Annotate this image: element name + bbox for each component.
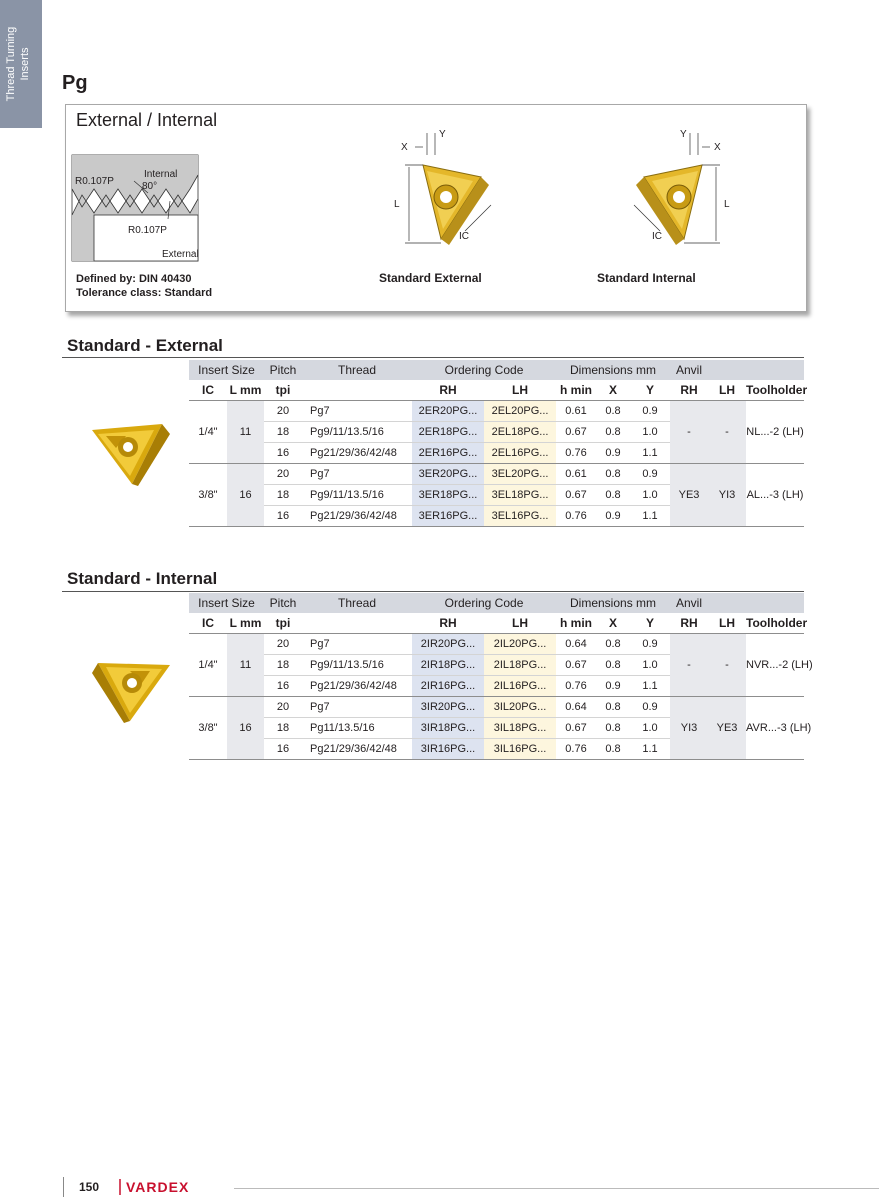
toolholder-cell: NVR...-2 (LH) bbox=[746, 634, 804, 697]
info-box-title: External / Internal bbox=[76, 110, 218, 130]
rh-code-cell: 2ER18PG... bbox=[412, 422, 484, 443]
col-anvil-rh: RH bbox=[670, 380, 708, 401]
group-thread: Thread bbox=[302, 360, 412, 380]
external-spec-table bbox=[189, 360, 808, 527]
anvil-lh-cell: - bbox=[708, 634, 746, 697]
col-l-mm: L mm bbox=[227, 380, 264, 401]
h-min-cell: 0.64 bbox=[556, 697, 596, 718]
standard-definition: Defined by: DIN 40430 bbox=[76, 273, 192, 285]
y-cell: 1.1 bbox=[630, 676, 670, 697]
l-label: L bbox=[394, 199, 400, 210]
section-side-tab bbox=[0, 0, 42, 128]
col-y: Y bbox=[630, 380, 670, 401]
y-cell: 1.0 bbox=[630, 485, 670, 506]
y-cell: 0.9 bbox=[630, 697, 670, 718]
group-insert-size: Insert Size bbox=[189, 360, 264, 380]
group-insert-size: Insert Size bbox=[189, 593, 264, 613]
table-row bbox=[189, 697, 804, 718]
group-ordering-code: Ordering Code bbox=[412, 593, 556, 613]
lh-code-cell: 2EL20PG... bbox=[484, 401, 556, 422]
radius-top-label: R0.107P bbox=[75, 176, 114, 187]
thread-profile-box bbox=[65, 104, 807, 312]
col-x: X bbox=[596, 380, 630, 401]
tpi-cell: 18 bbox=[264, 655, 302, 676]
ic-label: IC bbox=[652, 231, 662, 242]
external-label: External bbox=[162, 249, 199, 260]
tpi-cell: 18 bbox=[264, 718, 302, 739]
x-cell: 0.9 bbox=[596, 506, 630, 527]
external-insert-diagram bbox=[391, 125, 511, 250]
thread-cell: Pg21/29/36/42/48 bbox=[302, 443, 412, 464]
l-cell: 11 bbox=[227, 634, 264, 697]
col-tpi: tpi bbox=[264, 380, 302, 401]
thread-cell: Pg7 bbox=[302, 401, 412, 422]
thread-cell: Pg7 bbox=[302, 634, 412, 655]
col-x: X bbox=[596, 613, 630, 634]
column-header-row bbox=[189, 613, 804, 634]
rh-code-cell: 2IR20PG... bbox=[412, 634, 484, 655]
ic-cell: 1/4" bbox=[189, 634, 227, 697]
h-min-cell: 0.67 bbox=[556, 718, 596, 739]
h-min-cell: 0.67 bbox=[556, 485, 596, 506]
ic-cell: 1/4" bbox=[189, 401, 227, 464]
rh-code-cell: 2IR16PG... bbox=[412, 676, 484, 697]
y-label: Y bbox=[680, 129, 687, 140]
h-min-cell: 0.76 bbox=[556, 676, 596, 697]
x-label: X bbox=[401, 142, 408, 153]
y-cell: 1.1 bbox=[630, 739, 670, 760]
x-cell: 0.8 bbox=[596, 401, 630, 422]
tolerance-class: Tolerance class: Standard bbox=[76, 287, 213, 299]
l-cell: 11 bbox=[227, 401, 264, 464]
group-dimensions: Dimensions mm bbox=[556, 593, 670, 613]
lh-code-cell: 3IL18PG... bbox=[484, 718, 556, 739]
section-divider bbox=[62, 357, 804, 358]
col-anvil-rh: RH bbox=[670, 613, 708, 634]
lh-code-cell: 2IL18PG... bbox=[484, 655, 556, 676]
x-cell: 0.8 bbox=[596, 422, 630, 443]
toolholder-cell: AVR...-3 (LH) bbox=[746, 697, 804, 760]
lh-code-cell: 3EL16PG... bbox=[484, 506, 556, 527]
internal-spec-table bbox=[189, 593, 813, 760]
thread-cell: Pg9/11/13.5/16 bbox=[302, 422, 412, 443]
anvil-rh-cell: - bbox=[670, 634, 708, 697]
column-group-row bbox=[189, 593, 804, 613]
tpi-cell: 16 bbox=[264, 506, 302, 527]
h-min-cell: 0.67 bbox=[556, 655, 596, 676]
x-label: X bbox=[714, 142, 721, 153]
thread-cell: Pg7 bbox=[302, 464, 412, 485]
l-cell: 16 bbox=[227, 697, 264, 760]
h-min-cell: 0.61 bbox=[556, 401, 596, 422]
col-anvil-lh: LH bbox=[708, 380, 746, 401]
col-anvil-lh: LH bbox=[708, 613, 746, 634]
thread-cell: Pg21/29/36/42/48 bbox=[302, 739, 412, 760]
ic-cell: 3/8" bbox=[189, 697, 227, 760]
internal-section-title: Standard - Internal bbox=[67, 569, 218, 588]
thread-profile-diagram bbox=[72, 155, 202, 265]
external-section-title: Standard - External bbox=[67, 336, 223, 355]
rh-code-cell: 3IR18PG... bbox=[412, 718, 484, 739]
h-min-cell: 0.76 bbox=[556, 739, 596, 760]
tpi-cell: 16 bbox=[264, 739, 302, 760]
anvil-rh-cell: YE3 bbox=[670, 464, 708, 527]
lh-code-cell: 2IL16PG... bbox=[484, 676, 556, 697]
lh-code-cell: 3IL16PG... bbox=[484, 739, 556, 760]
col-tpi: tpi bbox=[264, 613, 302, 634]
anvil-lh-cell: - bbox=[708, 401, 746, 464]
rh-code-cell: 3IR16PG... bbox=[412, 739, 484, 760]
col-rh: RH bbox=[412, 613, 484, 634]
rh-code-cell: 3ER18PG... bbox=[412, 485, 484, 506]
brand-wordmark: VARDEX bbox=[126, 1179, 190, 1195]
lh-code-cell: 2EL18PG... bbox=[484, 422, 556, 443]
group-anvil: Anvil bbox=[670, 593, 708, 613]
h-min-cell: 0.67 bbox=[556, 422, 596, 443]
y-cell: 0.9 bbox=[630, 401, 670, 422]
y-cell: 1.0 bbox=[630, 718, 670, 739]
col-h-min: h min bbox=[556, 613, 596, 634]
group-ordering-code: Ordering Code bbox=[412, 360, 556, 380]
anvil-lh-cell: YE3 bbox=[708, 697, 746, 760]
col-y: Y bbox=[630, 613, 670, 634]
group-thread: Thread bbox=[302, 593, 412, 613]
page-title: Pg bbox=[62, 72, 88, 94]
rh-code-cell: 2ER16PG... bbox=[412, 443, 484, 464]
l-label: L bbox=[724, 199, 730, 210]
lh-code-cell: 3EL18PG... bbox=[484, 485, 556, 506]
col-lh: LH bbox=[484, 380, 556, 401]
h-min-cell: 0.76 bbox=[556, 443, 596, 464]
tpi-cell: 18 bbox=[264, 422, 302, 443]
col-rh: RH bbox=[412, 380, 484, 401]
thread-cell: Pg11/13.5/16 bbox=[302, 718, 412, 739]
thread-cell: Pg21/29/36/42/48 bbox=[302, 676, 412, 697]
thread-cell: Pg9/11/13.5/16 bbox=[302, 655, 412, 676]
y-label: Y bbox=[439, 129, 446, 140]
tpi-cell: 20 bbox=[264, 401, 302, 422]
tpi-cell: 20 bbox=[264, 464, 302, 485]
lh-code-cell: 3IL20PG... bbox=[484, 697, 556, 718]
section-divider bbox=[62, 591, 804, 592]
angle-label: 80° bbox=[142, 181, 158, 192]
y-cell: 1.1 bbox=[630, 506, 670, 527]
footer-rule bbox=[234, 1188, 879, 1189]
rh-code-cell: 2IR18PG... bbox=[412, 655, 484, 676]
group-pitch: Pitch bbox=[264, 360, 302, 380]
lh-code-cell: 2EL16PG... bbox=[484, 443, 556, 464]
col-ic: IC bbox=[189, 380, 227, 401]
x-cell: 0.8 bbox=[596, 464, 630, 485]
table-row bbox=[189, 634, 804, 655]
thread-cell: Pg21/29/36/42/48 bbox=[302, 506, 412, 527]
rh-code-cell: 3IR20PG... bbox=[412, 697, 484, 718]
h-min-cell: 0.61 bbox=[556, 464, 596, 485]
ic-cell: 3/8" bbox=[189, 464, 227, 527]
rh-code-cell: 3ER16PG... bbox=[412, 506, 484, 527]
x-cell: 0.8 bbox=[596, 634, 630, 655]
side-tab-label: Thread Turning Inserts bbox=[5, 26, 31, 102]
toolholder-cell: AL...-3 (LH) bbox=[746, 464, 804, 527]
page-number: 150 bbox=[79, 1180, 100, 1194]
h-min-cell: 0.64 bbox=[556, 634, 596, 655]
toolholder-cell: NL...-2 (LH) bbox=[746, 401, 804, 464]
tpi-cell: 20 bbox=[264, 634, 302, 655]
column-header-row bbox=[189, 380, 804, 401]
anvil-rh-cell: YI3 bbox=[670, 697, 708, 760]
column-group-row bbox=[189, 360, 804, 380]
rh-code-cell: 2ER20PG... bbox=[412, 401, 484, 422]
anvil-lh-cell: YI3 bbox=[708, 464, 746, 527]
group-pitch: Pitch bbox=[264, 593, 302, 613]
x-cell: 0.9 bbox=[596, 676, 630, 697]
y-cell: 0.9 bbox=[630, 634, 670, 655]
col-h-min: h min bbox=[556, 380, 596, 401]
table-row bbox=[189, 464, 804, 485]
thread-cell: Pg7 bbox=[302, 697, 412, 718]
y-cell: 1.0 bbox=[630, 655, 670, 676]
x-cell: 0.8 bbox=[596, 718, 630, 739]
rh-code-cell: 3ER20PG... bbox=[412, 464, 484, 485]
x-cell: 0.9 bbox=[596, 443, 630, 464]
x-cell: 0.8 bbox=[596, 655, 630, 676]
tpi-cell: 16 bbox=[264, 443, 302, 464]
lh-code-cell: 2IL20PG... bbox=[484, 634, 556, 655]
ic-label: IC bbox=[459, 231, 469, 242]
h-min-cell: 0.76 bbox=[556, 506, 596, 527]
radius-bottom-label: R0.107P bbox=[128, 225, 167, 236]
external-caption: Standard External bbox=[379, 271, 482, 285]
y-cell: 1.0 bbox=[630, 422, 670, 443]
tpi-cell: 20 bbox=[264, 697, 302, 718]
group-anvil: Anvil bbox=[670, 360, 708, 380]
thread-cell: Pg9/11/13.5/16 bbox=[302, 485, 412, 506]
y-cell: 1.1 bbox=[630, 443, 670, 464]
internal-insert-diagram bbox=[614, 125, 734, 250]
x-cell: 0.8 bbox=[596, 485, 630, 506]
internal-insert-photo bbox=[90, 655, 176, 723]
col-ic: IC bbox=[189, 613, 227, 634]
col-lh: LH bbox=[484, 613, 556, 634]
group-dimensions: Dimensions mm bbox=[556, 360, 670, 380]
anvil-rh-cell: - bbox=[670, 401, 708, 464]
l-cell: 16 bbox=[227, 464, 264, 527]
table-row bbox=[189, 401, 804, 422]
col-toolholder: Toolholder bbox=[746, 380, 804, 401]
col-toolholder: Toolholder bbox=[746, 613, 804, 634]
footer-divider bbox=[63, 1177, 64, 1197]
lh-code-cell: 3EL20PG... bbox=[484, 464, 556, 485]
tpi-cell: 16 bbox=[264, 676, 302, 697]
tpi-cell: 18 bbox=[264, 485, 302, 506]
y-cell: 0.9 bbox=[630, 464, 670, 485]
internal-caption: Standard Internal bbox=[597, 271, 696, 285]
col-l-mm: L mm bbox=[227, 613, 264, 634]
external-insert-photo bbox=[86, 418, 172, 486]
x-cell: 0.8 bbox=[596, 739, 630, 760]
x-cell: 0.8 bbox=[596, 697, 630, 718]
internal-label: Internal bbox=[144, 169, 178, 180]
vardex-logo bbox=[118, 1178, 222, 1196]
